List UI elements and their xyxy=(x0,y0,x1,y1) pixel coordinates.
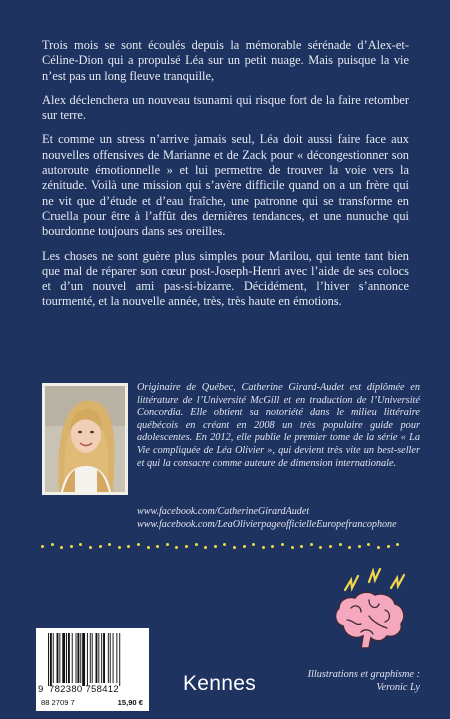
back-cover-blurb xyxy=(42,38,409,319)
isbn-first-digit: 9 xyxy=(38,684,44,695)
dotted-divider xyxy=(41,542,401,550)
divider-dot xyxy=(70,545,73,548)
barcode-bar xyxy=(119,633,120,686)
blurb-paragraph-3: Et comme un stress n’arrive jamais seul, Léa doit aussi faire face aux nouvelles offensives de Marianne et de Zack pour « décongestionner son autoroute émotionnelle » et lui permettre de trouver la voie vers la zénitude. Voilà une mission qui s’avère difficile quand on a un frère qui ne vit que d’étude et d’eau fraîche, une patronne qui se transforme en Cruella pour être à l’affût des dernières tendances, et une nunuche qui bourdonne toujours dans ses oreilles. xyxy=(42,132,409,239)
divider-dot xyxy=(310,543,313,546)
divider-dot xyxy=(137,543,140,546)
barcode-bar xyxy=(50,633,52,686)
barcode-bar xyxy=(98,633,99,683)
barcode-bar xyxy=(68,633,70,683)
divider-dot xyxy=(387,545,390,548)
divider-dot xyxy=(60,546,63,549)
divider-dot xyxy=(396,543,399,546)
divider-dot xyxy=(108,543,111,546)
barcode-bar xyxy=(113,633,114,683)
divider-dot xyxy=(185,545,188,548)
barcode-bar xyxy=(66,633,67,683)
barcode-bar xyxy=(59,633,60,683)
divider-dot xyxy=(329,545,332,548)
publisher-logo: Kennes xyxy=(183,672,257,695)
divider-dot xyxy=(377,546,380,549)
divider-dot xyxy=(79,543,82,546)
author-bio: Originaire de Québec, Catherine Girard-Audet est diplômée en littérature de l’Université McGill et en traduction de l’Université Concordia. Elle obtient sa notoriété dans le milieu littéraire québécois en créant en 2008 un très populaire guide pour adolescentes. En 2012, elle publie le premier tome de la série « La Vie compliquée de Léa Olivier », qui devient très vite un best-seller et qui la consacre comme auteure de dimension internationale. xyxy=(137,382,420,469)
price-label: 15,90 € xyxy=(117,698,143,707)
barcode-bar xyxy=(48,633,49,686)
barcode-label xyxy=(36,628,149,711)
blurb-paragraph-4: Les choses ne sont guère plus simples pour Marilou, qui tente tant bien que mal de réparer son cœur post-Joseph-Henri avec l’aide de ses colocs et d’un nouvel ami pas-si-bizarre. Décidément, l’hiver s’annonce tourmenté, et la nouvelle année, très, très haute en émotions. xyxy=(42,248,409,309)
barcode-bar xyxy=(110,633,111,683)
divider-dot xyxy=(195,543,198,546)
barcode-bar xyxy=(80,633,81,683)
facebook-link-series[interactable]: www.facebook.com/LeaOlivierpageofficielleEuropefrancophone xyxy=(137,518,397,530)
author-links xyxy=(137,506,437,532)
barcode-bar xyxy=(103,633,105,683)
divider-dot xyxy=(99,545,102,548)
divider-dot xyxy=(281,543,284,546)
barcode-bar xyxy=(108,633,109,683)
divider-dot xyxy=(252,543,255,546)
credits-label: Illustrations et graphisme : xyxy=(307,669,420,680)
divider-dot xyxy=(300,545,303,548)
facebook-link-author[interactable]: www.facebook.com/CatherineGirardAudet xyxy=(137,506,310,517)
blurb-paragraph-1: Trois mois se sont écoulés depuis la mémorable sérénade d’Alex-et-Céline-Dion qui a propulsé Léa sur un petit nuage. Mais puisque la vie n’est pas un long fleuve tranquille, xyxy=(42,38,409,83)
author-portrait-image xyxy=(45,386,125,492)
divider-dot xyxy=(214,545,217,548)
barcode-bar xyxy=(77,633,79,683)
barcode-bar xyxy=(96,633,98,683)
divider-dot xyxy=(147,546,150,549)
barcode-bar xyxy=(62,633,65,683)
divider-dot xyxy=(127,545,130,548)
divider-dot xyxy=(243,545,246,548)
barcode-bar xyxy=(53,633,54,683)
isbn-remaining-digits: 782380 758412 xyxy=(49,684,119,695)
divider-dot xyxy=(291,546,294,549)
divider-dot xyxy=(89,546,92,549)
barcode-bar xyxy=(57,633,59,683)
divider-dot xyxy=(204,546,207,549)
credits-name: Veronic Ly xyxy=(376,682,420,694)
divider-dot xyxy=(319,546,322,549)
barcode-bar xyxy=(76,633,77,683)
divider-dot xyxy=(175,546,178,549)
divider-dot xyxy=(358,545,361,548)
barcode-bar xyxy=(101,633,102,683)
divider-dot xyxy=(166,543,169,546)
illustration-credits xyxy=(292,668,420,694)
divider-dot xyxy=(41,545,44,548)
divider-dot xyxy=(348,546,351,549)
barcode-bar xyxy=(82,633,85,686)
lightning-bolts-icon xyxy=(345,569,404,590)
divider-dot xyxy=(118,546,121,549)
barcode-bar xyxy=(72,633,73,683)
divider-dot xyxy=(367,543,370,546)
barcode-bar xyxy=(87,633,88,686)
divider-dot xyxy=(339,543,342,546)
product-ref-code: 88 2709 7 xyxy=(41,698,75,707)
divider-dot xyxy=(271,545,274,548)
blurb-paragraph-2: Alex déclenchera un nouveau tsunami qui risque fort de la faire retomber sur terre. xyxy=(42,92,409,123)
barcode-bar xyxy=(92,633,93,683)
divider-dot xyxy=(233,546,236,549)
divider-dot xyxy=(51,543,54,546)
isbn-barcode xyxy=(36,628,149,686)
divider-dot xyxy=(262,546,265,549)
author-photo xyxy=(42,383,128,495)
brain-icon xyxy=(325,568,415,656)
divider-dot xyxy=(223,543,226,546)
divider-dot xyxy=(156,545,159,548)
barcode-bar xyxy=(90,633,91,683)
barcode-bar xyxy=(116,633,117,683)
